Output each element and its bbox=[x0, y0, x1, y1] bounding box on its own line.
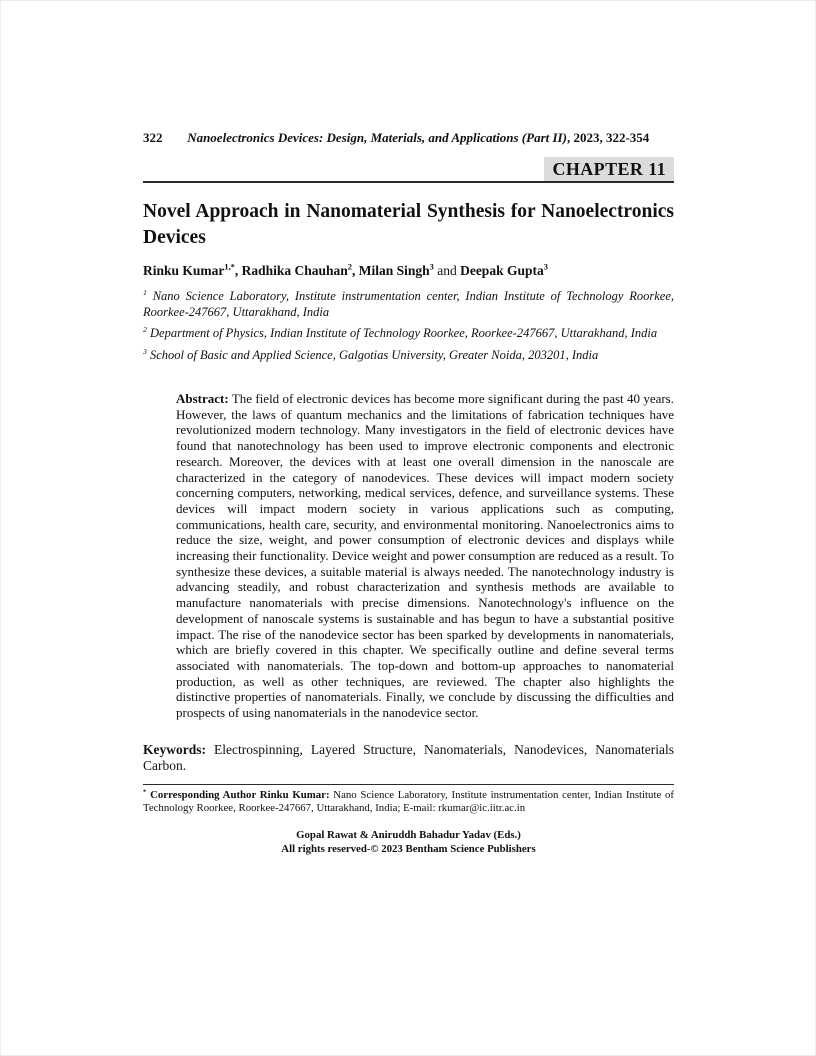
chapter-title: Novel Approach in Nanomaterial Synthesis for Nanoelectronics Devices bbox=[143, 201, 674, 248]
book-reference: Nanoelectronics Devices: Design, Materials, and Applications (Part II), 2023, 322-354 bbox=[187, 130, 650, 145]
keywords: Keywords: Electrospinning, Layered Structure, Nanomaterials, Nanodevices, Nanomaterials Carbon. bbox=[143, 741, 674, 774]
affiliations bbox=[143, 289, 674, 363]
rights-line: All rights reserved-© 2023 Bentham Science Publishers bbox=[281, 842, 536, 855]
affiliation-2: $^2$ Department of Physics, Indian Institute of Technology Roorkee, Roorkee-247667, Uttarakhand, India bbox=[143, 324, 658, 340]
authors-line: Rinku Kumar$^{1,*}$, Radhika Chauhan$^2$, Milan Singh$^3$ and Deepak Gupta$^3$ bbox=[143, 262, 548, 278]
publisher-info bbox=[143, 828, 674, 856]
editors-line: Gopal Rawat & Aniruddh Bahadur Yadav (Eds.) bbox=[296, 828, 521, 841]
abstract: Abstract: The field of electronic devices has become more significant during the past 40 years. However, the laws of quantum mechanics and the limitations of fabrication techniques have revolutionized modern technology. Many investigators in the field of electronic devices have found that nanotechnology has been used to improve electronic components and electronic research. Moreover, the devices with at least one overall dimension in the nanoscale are characterized in the category of nanodevices. These devices will impact modern society concerning computers, networking, medical services, defence, and surveillance systems. These devices will impact modern society in various applications such as computing, communications, health care, security, and environmental monitoring. Nanoelectronics aims to reduce the size, weight, and power consumption of electronic devices and displays while increasing their functionality. Device weight and power consumption are reduced as a result. To synthesize these devices, a suitable material is always needed. The nanotechnology industry is advancing steadily, and robust characterization and synthesis methods are available to manufacture nanomaterials with precise dimensions. Nanotechnology's influence on the development of nanoscale systems is sustainable and has begun to have a substantial positive impact. The rise of the nanodevice sector has been sparked by developments in nanomaterials, which are briefly covered in this chapter. We specifically outline and define several terms associated with nanomaterials. The top-down and bottom-up approaches to nanomaterial production, as well as other techniques, are reviewed. The chapter also highlights the distinctive properties of nanomaterials. Finally, we conclude by discussing the difficulties and prospects of using nanomaterials in the nanodevice sector. bbox=[176, 391, 674, 721]
page-content bbox=[143, 130, 674, 856]
affiliation-3: $^3$ School of Basic and Applied Science, Galgotias University, Greater Noida, 203201, India bbox=[143, 346, 599, 362]
chapter-banner: CHAPTER 11 bbox=[544, 157, 674, 181]
chapter-banner-row bbox=[143, 157, 674, 183]
running-header bbox=[143, 130, 674, 146]
corresponding-author-footnote bbox=[143, 784, 674, 815]
affiliation-1: $^1$ Nano Science Laboratory, Institute instrumentation center, Indian Institute of Technology Roorkee, Roorkee-247667, Uttarakhand, India bbox=[143, 287, 674, 319]
footnote-text: * Corresponding Author Rinku Kumar: Nano Science Laboratory, Institute instrumentation center, Indian Institute of Technology Roorkee, Roorkee-247667, Uttarakhand, India; E-mail: rkumar@ic.iitr.ac.in bbox=[143, 788, 674, 814]
page-number: 322 bbox=[143, 130, 163, 145]
